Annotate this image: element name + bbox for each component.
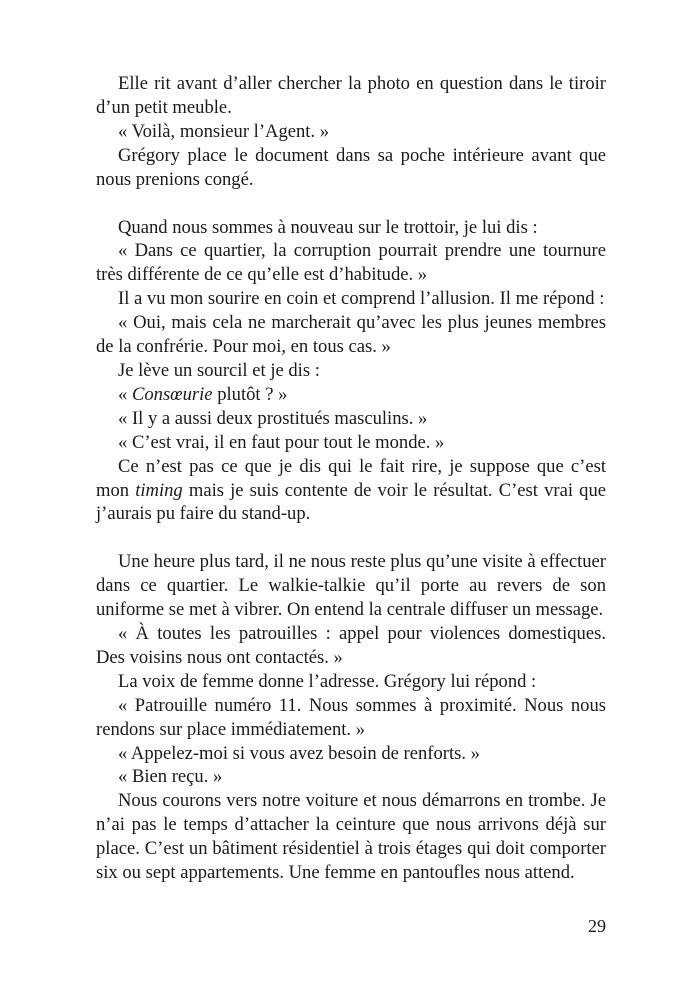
paragraph: Une heure plus tard, il ne nous reste plus qu’une visite à effectuer dans ce quartier. Le walkie-talkie qu’il porte au revers de son uniforme se met à vibrer. On entend la centrale diffuser un message.: [96, 551, 606, 621]
dialogue-line: « C’est vrai, il en faut pour tout le monde. »: [118, 431, 445, 453]
dialogue-line: « Oui, mais cela ne marcherait qu’avec les plus jeunes membres de la confrérie. Pour moi, en tous cas. »: [96, 312, 606, 358]
paragraph: Quand nous sommes à nouveau sur le trottoir, je lui dis :: [118, 216, 538, 238]
dialogue-line: « Dans ce quartier, la corruption pourrait prendre une tournure très différente de ce qu’elle est d’habitude. »: [96, 240, 606, 286]
text-run: plutôt ? »: [212, 383, 288, 405]
text-run: Ce n’est pas ce que je dis qui le fait rire, je suppose que c’est mon: [96, 455, 606, 501]
paragraph: La voix de femme donne l’adresse. Grégory lui répond :: [118, 670, 537, 692]
section-break: [96, 192, 606, 216]
dialogue-line: « Il y a aussi deux prostitués masculins. »: [118, 407, 428, 429]
text-run: mais je suis contente de voir le résultat. C’est vrai que j’aurais pu faire du stand-up.: [96, 479, 606, 525]
paragraph: Grégory place le document dans sa poche intérieure avant que nous prenions congé.: [96, 144, 606, 190]
dialogue-line: « À toutes les patrouilles : appel pour violences domestiques. Des voisins nous ont contactés. »: [96, 623, 606, 668]
italic-word: Consœurie: [131, 383, 213, 405]
dialogue-line: « Bien reçu. »: [118, 766, 223, 788]
text-run: «: [118, 383, 132, 405]
paragraph: [96, 455, 606, 527]
section-break: [96, 526, 606, 550]
paragraph: Nous courons vers notre voiture et nous démarrons en trombe. Je n’ai pas le temps d’attacher la ceinture que nous arrivons déjà sur place. C’est un bâtiment résidentiel à trois étages qui doit comporter six ou sept appartements. Une femme en pantoufles nous attend.: [96, 790, 606, 884]
dialogue-line: [96, 383, 606, 407]
dialogue-line: « Voilà, monsieur l’Agent. »: [118, 120, 330, 142]
dialogue-line: « Appelez-moi si vous avez besoin de renforts. »: [118, 742, 480, 764]
paragraph: Elle rit avant d’aller chercher la photo en question dans le tiroir d’un petit meuble.: [96, 73, 606, 118]
body-text: [96, 72, 606, 885]
page-number: 29: [588, 916, 606, 936]
paragraph: Je lève un sourcil et je dis :: [118, 359, 320, 381]
italic-word: timing: [135, 479, 183, 501]
dialogue-line: « Patrouille numéro 11. Nous sommes à proximité. Nous nous rendons sur place immédiatement. »: [96, 694, 606, 740]
paragraph: Il a vu mon sourire en coin et comprend l’allusion. Il me répond :: [118, 288, 605, 310]
